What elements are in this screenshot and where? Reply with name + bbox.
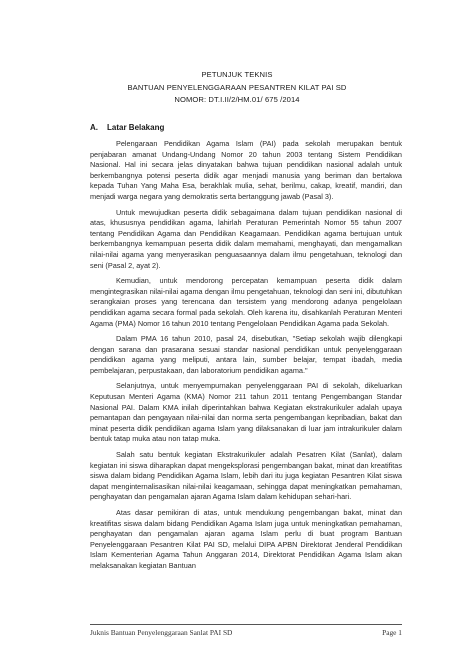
- section-letter: A.: [90, 123, 98, 132]
- paragraph-3: Kemudian, untuk mendorong percepatan kemampuan peserta didik dalam mengintegrasikan nilai-nilai agama dengan ilmu pengetahuan, teknologi dan seni ini, dibutuhkan serangkaian proses yang terencana dan tersistem yang mendorong adanya pengelolaan pendidikan agama secara formal pada sekolah. Oleh karena itu, disahkanlah Peraturan Menteri Agama (PMA) Nomor 16 tahun 2010 tentang Pengelolaan Pendidikan Agama pada Sekolah.: [90, 276, 402, 328]
- document-number: NOMOR: DT.I.II/2/HM.01/ 675 /2014: [174, 95, 300, 104]
- paragraph-6: Salah satu bentuk kegiatan Ekstrakurikuler adalah Pesatren Kilat (Sanlat), dalam kegiatan ini siswa diharapkan dapat mengeksplorasi pengembangan bakat, minat dan kreatifitas siswa dalam bidang Pendidikan Agama Islam, lebih dari itu juga kegiatan Pesantren Kilat siswa dapat menginternalisasikan nilai-nilai keagamaan, sehingga dapat meningkatkan pemahaman, penghayatan dan pengamalan ajaran Agama Islam dalam kehidupan sehari-hari.: [90, 450, 402, 502]
- footer-divider: [90, 624, 402, 625]
- document-subtitle: BANTUAN PENYELENGGARAAN PESANTREN KILAT PAI SD: [127, 82, 347, 92]
- paragraph-4: Dalam PMA 16 tahun 2010, pasal 24, disebutkan, "Setiap sekolah wajib dilengkapi dengan sarana dan prasarana sesuai standar nasional pendidikan untuk penyelenggaraan pendidikan agama yang meliputi, antara lain, sumber belajar, tempat ibadah, media pembelajaran, perpustakaan, dan laboratorium pendidikan agama.": [90, 334, 402, 375]
- section-title: Latar Belakang: [107, 123, 165, 132]
- page-footer: [90, 628, 402, 637]
- footer-document-name: Juknis Bantuan Penyelenggaraan Sanlat PAI SD: [90, 628, 233, 637]
- page-number: Page 1: [382, 628, 402, 637]
- document-title: PETUNJUK TEKNIS: [201, 70, 273, 79]
- paragraph-2: Untuk mewujudkan peserta didik sebagaimana dalam tujuan pendidikan nasional di atas, khususnya pendidikan agama, lahirlah Peraturan Pemerintah Nomor 55 tahun 2007 tentang Pendidikan Agama dan Pendidikan Keagamaan. Pendidikan agama bertujuan untuk berkembangnya kemampuan peserta didik dalam memahami, menghayati, dan mengamalkan nilai-nilai agama yang menyerasikan penguasaannya dalam ilmu pengetahuan, teknologi dan seni (Pasal 2, ayat 2).: [90, 207, 402, 270]
- document-title-block: [0, 69, 474, 107]
- paragraph-5: Selanjutnya, untuk menyempurnakan penyelenggaraan PAI di sekolah, dikeluarkan Keputusan Menteri Agama (KMA) Nomor 211 tahun 2011 tentang Pengembangan Standar Nasional PAI. Dalam KMA inilah diperintahkan bahwa Kegiatan ekstrakurikuler adalah upaya pemantapan dan pengayaan nilai-nilai dan norma serta pengembangan kepribadian, bakat dan minat peserta didik pendidikan agama Islam yang dilaksanakan di luar jam intrakurikuler dalam bentuk tatap muka atau non tatap muka.: [90, 381, 402, 444]
- paragraph-1: Pelengaraan Pendidikan Agama Islam (PAI) pada sekolah merupakan bentuk penjabaran amanat Undang-Undang Nomor 20 tahun 2003 tentang Sistem Pendidikan Nasional. Hal ini secara jelas dinyatakan bahwa tujuan pendidikan nasional adalah untuk berkembangnya potensi peserta didik agar menjadi manusia yang beriman dan bertakwa kepada Tuhan Yang Maha Esa, berakhlak mulia, sehat, berilmu, cakap, kreatif, mandiri, dan menjadi warga negara yang demokratis serta bertanggung jawab (Pasal 3).: [90, 139, 402, 201]
- section-heading: [90, 123, 164, 132]
- paragraph-7: Atas dasar pemikiran di atas, untuk mendukung pengembangan bakat, minat dan kreatifitas siswa dalam bidang Pendidikan Agama Islam juga untuk meningkatkan pemahaman, penghayatan dan pengamalan ajaran agama Islam perlu di buat program Bantuan Penyelenggaraan Pesantren Kilat PAI SD, melalui DIPA APBN Direktorat Jenderal Pendidikan Islam Kementerian Agama Tahun Anggaran 2014, Direktorat Pendidikan Agama Islam akan melaksanakan kegiatan Bantuan: [90, 508, 402, 570]
- body-text: [90, 139, 402, 577]
